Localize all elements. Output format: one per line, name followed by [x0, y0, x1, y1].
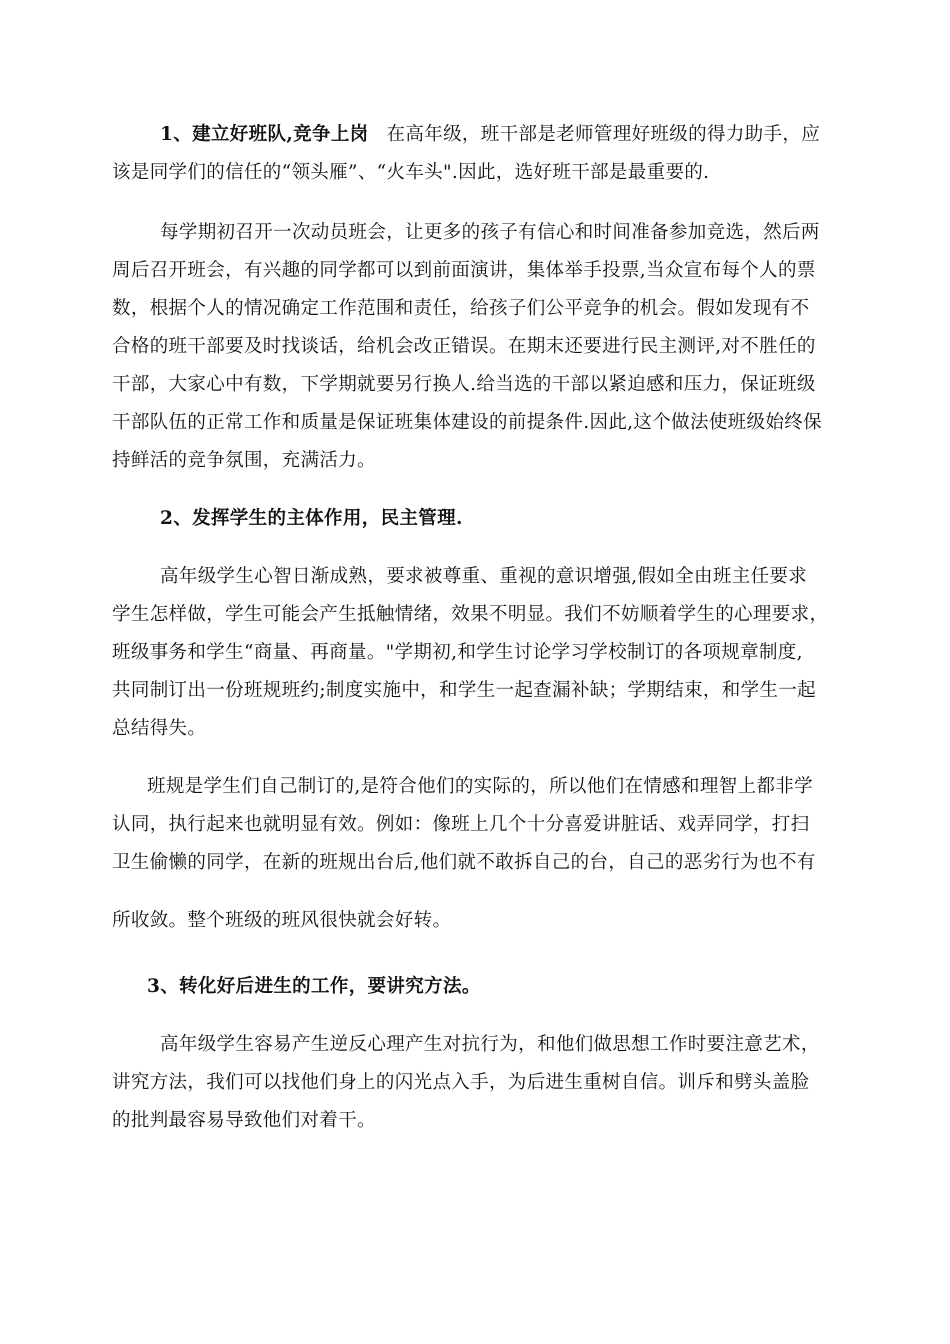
paragraph-1-line: 干部队伍的正常工作和质量是保证班集体建设的前提条件.因此,这个做法使班级始终保 [112, 412, 822, 433]
section-1-line-2: 该是同学们的信任的“领头雁”、“火车头".因此，选好班干部是最重要的. [112, 162, 710, 183]
paragraph-1-line: 每学期初召开一次动员班会，让更多的孩子有信心和时间准备参加竞选，然后两 [160, 222, 820, 243]
section-1-heading: 1、建立好班队,竞争上岗 [160, 124, 369, 145]
paragraph-2-line: 高年级学生心智日渐成熟，要求被尊重、重视的意识增强,假如全由班主任要求 [160, 566, 808, 587]
paragraph-1-line: 数，根据个人的情况确定工作范围和责任，给孩子们公平竞争的机会。假如发现有不 [112, 298, 810, 319]
section-2-heading: 2、发挥学生的主体作用，民主管理. [160, 508, 463, 529]
section-1-text: 在高年级，班干部是老师管理好班级的得力助手，应 [386, 124, 821, 145]
paragraph-2-line: 总结得失。 [112, 718, 207, 739]
paragraph-2-line: 共同制订出一份班规班约;制度实施中，和学生一起查漏补缺；学期结束，和学生一起 [112, 680, 817, 701]
paragraph-1-line: 周后召开班会，有兴趣的同学都可以到前面演讲，集体举手投票,当众宣布每个人的票 [112, 260, 816, 281]
paragraph-4-line: 的批判最容易导致他们对着干。 [112, 1110, 376, 1131]
paragraph-1-line: 合格的班干部要及时找谈话，给机会改正错误。在期末还要进行民主测评,对不胜任的 [112, 336, 816, 357]
paragraph-3-line: 认同，执行起来也就明显有效。例如：像班上几个十分喜爱讲脏话、戏弄同学，打扫 [112, 814, 810, 835]
paragraph-3-line: 所收敛。整个班级的班风很快就会好转。 [112, 910, 452, 931]
paragraph-2-line: 学生怎样做，学生可能会产生抵触情绪，效果不明显。我们不妨顺着学生的心理要求， [112, 604, 829, 625]
paragraph-4-line: 高年级学生容易产生逆反心理产生对抗行为，和他们做思想工作时要注意艺术， [160, 1034, 820, 1055]
section-3-heading: 3、转化好后进生的工作，要讲究方法。 [147, 976, 481, 997]
paragraph-1-line: 持鲜活的竞争氛围，充满活力。 [112, 450, 376, 471]
paragraph-3-line: 卫生偷懒的同学，在新的班规出台后,他们就不敢拆自己的台，自己的恶劣行为也不有 [112, 852, 816, 873]
paragraph-1-line: 干部，大家心中有数，下学期就要另行换人.给当选的干部以紧迫感和压力，保证班级 [112, 374, 816, 395]
paragraph-2-line: 班级事务和学生“商量、再商量。"学期初,和学生讨论学习学校制订的各项规章制度, [112, 642, 803, 663]
paragraph-4-line: 讲究方法，我们可以找他们身上的闪光点入手，为后进生重树自信。训斥和劈头盖脸 [112, 1072, 810, 1093]
section-1-line-1 [160, 121, 842, 149]
paragraph-3-line: 班规是学生们自己制订的,是符合他们的实际的，所以他们在情感和理智上都非学 [147, 776, 813, 797]
